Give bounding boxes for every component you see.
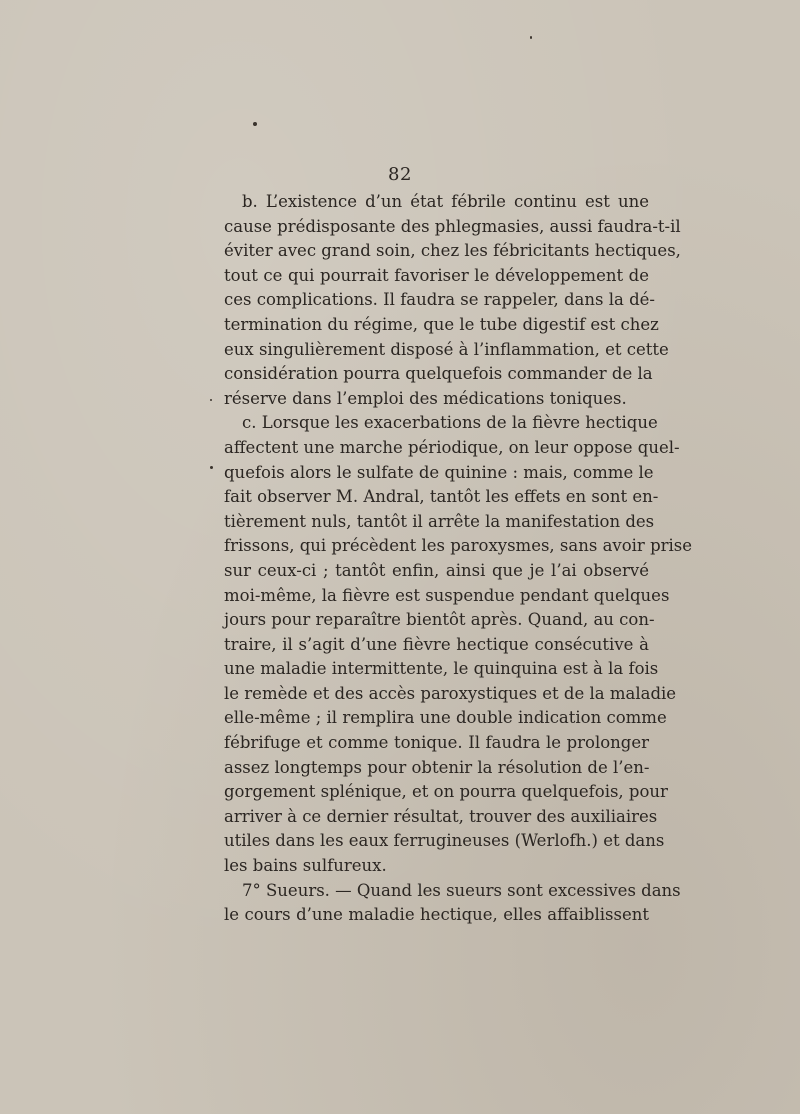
text-line: moi-même, la fièvre est suspendue pendant quelques <box>224 585 670 605</box>
text-line: eux singulièrement disposé à l’inflammation, et cette <box>224 339 669 359</box>
text-line: fébrifuge et comme tonique. Il faudra le prolonger <box>224 733 649 753</box>
text-line: b. L’existence d’un état fébrile continu est une <box>242 192 649 211</box>
text-line: elle-même ; il remplira une double indication comme <box>224 708 667 728</box>
paper-speck <box>210 466 213 469</box>
text-line: 7° Sueurs. — Quand les sueurs sont excessives dans <box>242 880 681 900</box>
text-line: cause prédisposante des phlegmasies, aussi faudra-t-il <box>224 216 681 236</box>
text-line: fait observer M. Andral, tantôt les effets en sont en- <box>224 487 659 507</box>
text-line: jours pour reparaître bientôt après. Quand, au con- <box>224 610 655 630</box>
text-line: termination du régime, que le tube digestif est chez <box>224 314 659 334</box>
text-line: ces complications. Il faudra se rappeler, dans la dé- <box>224 290 655 310</box>
text-line: réserve dans l’emploi des médications toniques. <box>224 388 627 408</box>
text-line: assez longtemps pour obtenir la résolution de l’en- <box>224 757 650 777</box>
text-line: le remède et des accès paroxystiques et de la maladie <box>224 683 677 703</box>
text-line: les bains sulfureux. <box>224 856 387 876</box>
text-line: frissons, qui précèdent les paroxysmes, sans avoir prise <box>224 536 693 556</box>
paper-speck <box>530 36 532 39</box>
paper-speck <box>253 122 257 126</box>
text-line: éviter avec grand soin, chez les fébricitants hectiques, <box>224 241 681 261</box>
page-number: 82 <box>388 164 412 185</box>
text-line: arriver à ce dernier résultat, trouver des auxiliaires <box>224 806 658 826</box>
text-line: sur ceux-ci ; tantôt enfin, ainsi que je l’ai observé <box>224 560 649 580</box>
text-line: considération pourra quelquefois commander de la <box>224 364 653 384</box>
text-line: le cours d’une maladie hectique, elles affaiblissent <box>224 905 649 925</box>
body-text <box>224 190 693 928</box>
paper-speck <box>210 399 212 401</box>
text-line: c. Lorsque les exacerbations de la fièvre hectique <box>242 413 658 433</box>
text-line: traire, il s’agit d’une fièvre hectique consécutive à <box>224 634 649 654</box>
text-line: une maladie intermittente, le quinquina est à la fois <box>224 659 659 679</box>
text-line: tout ce qui pourrait favoriser le développement de <box>224 265 649 285</box>
text-line: quefois alors le sulfate de quinine : mais, comme le <box>224 462 654 482</box>
text-line: gorgement splénique, et on pourra quelquefois, pour <box>224 782 668 802</box>
text-line: utiles dans les eaux ferrugineuses (Werlofh.) et dans <box>224 831 665 851</box>
text-line: affectent une marche périodique, on leur oppose quel- <box>224 437 680 457</box>
text-line: tièrement nuls, tantôt il arrête la manifestation des <box>224 511 655 531</box>
